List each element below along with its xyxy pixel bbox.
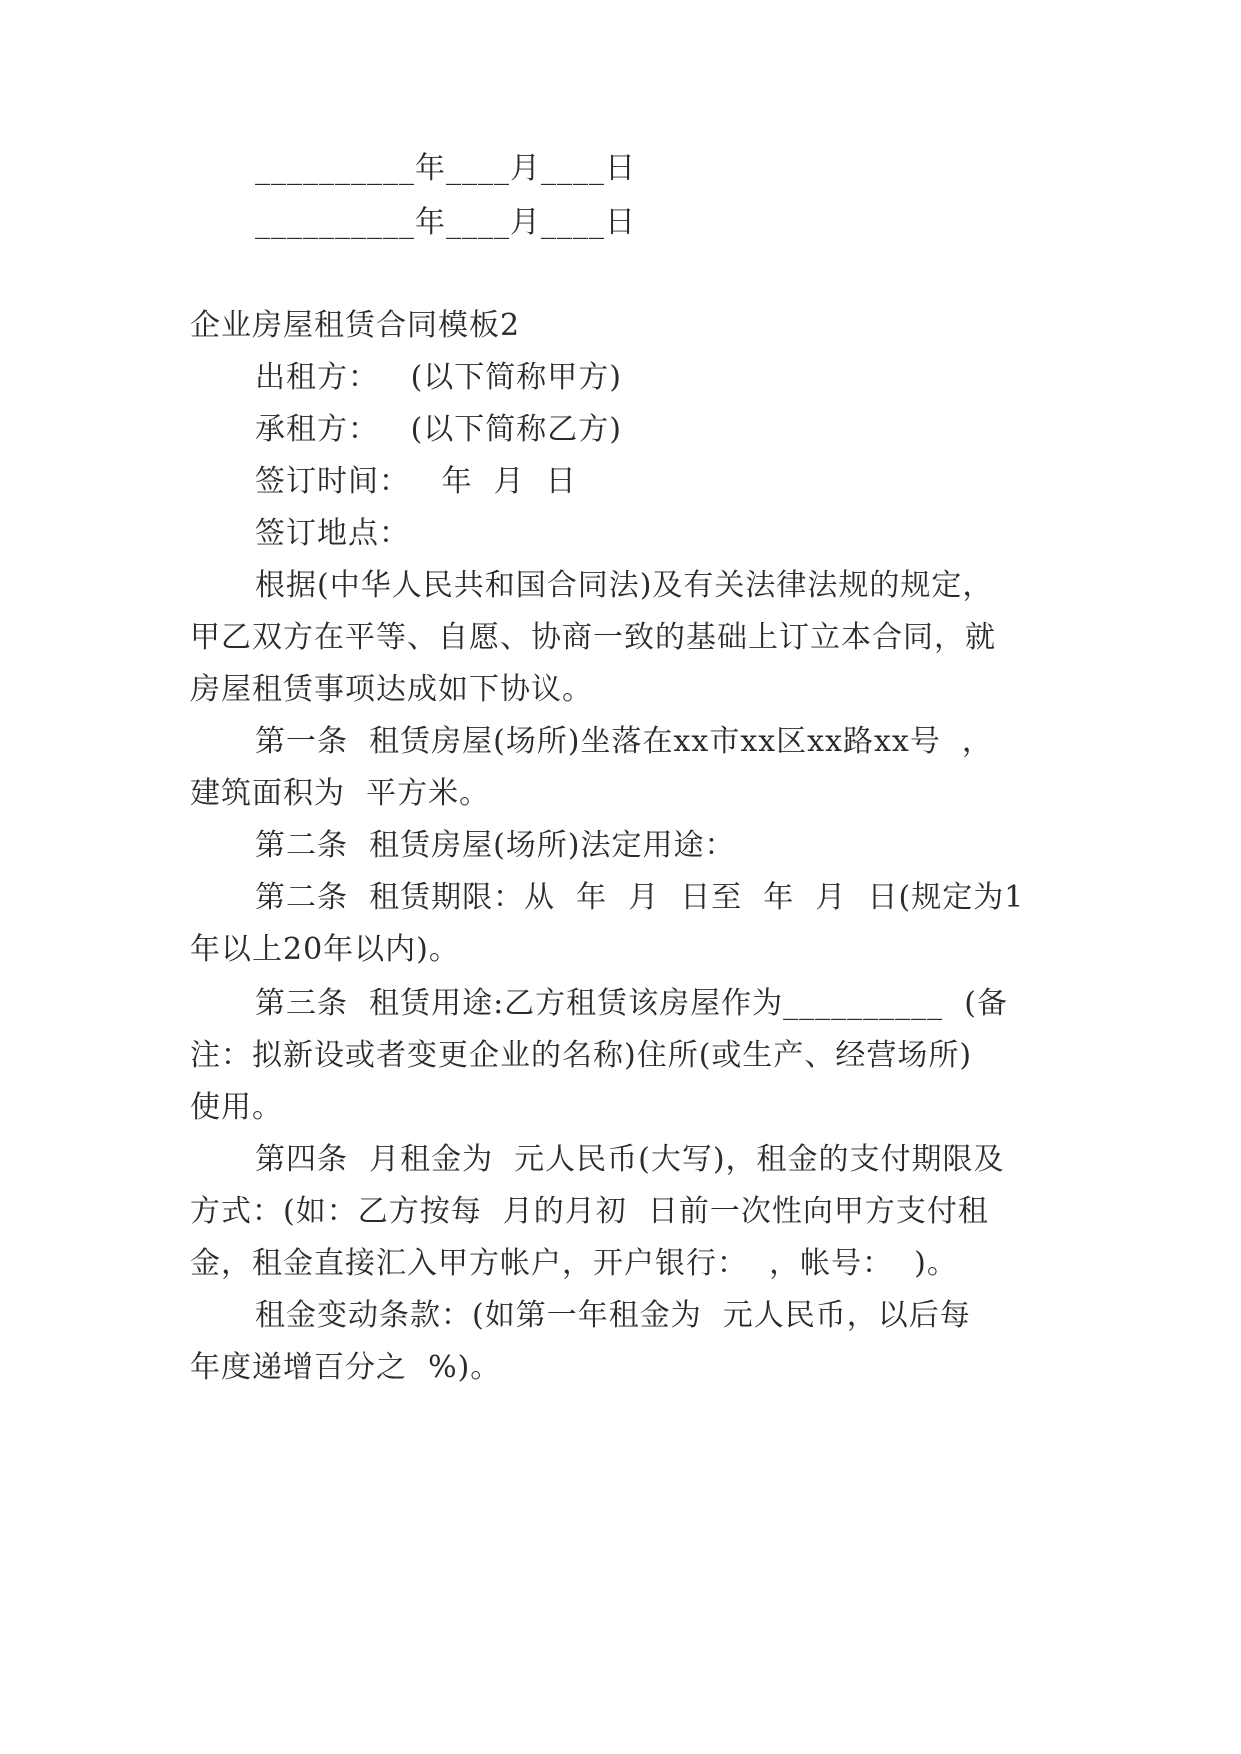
article-2b-line: 第二条 租赁期限：从 年 月 日至 年 月 日(规定为1 bbox=[255, 880, 1025, 915]
article-3-line: 第三条 租赁用途:乙方租赁该房屋作为__________ (备 bbox=[255, 986, 1008, 1021]
article-4-line: 第四条 月租金为 元人民币(大写)，租金的支付期限及 bbox=[255, 1142, 1005, 1177]
paragraph-line: 甲乙双方在平等、自愿、协商一致的基础上订立本合同，就 bbox=[190, 620, 996, 655]
article-1-line: 第一条 租赁房屋(场所)坐落在xx市xx区xx路xx号 ， bbox=[255, 724, 993, 759]
sign-place-line: 签订地点： bbox=[255, 516, 410, 551]
lessee-line: 承租方： (以下简称乙方) bbox=[255, 412, 623, 447]
rent-change-line: 租金变动条款：(如第一年租金为 元人民币，以后每 bbox=[255, 1298, 971, 1333]
paragraph-line: 根据(中华人民共和国合同法)及有关法律法规的规定， bbox=[255, 568, 994, 603]
article-3-line: 使用。 bbox=[190, 1090, 283, 1125]
signature-date-line: __________年____月____日 bbox=[255, 205, 636, 240]
rent-change-line: 年度递增百分之 %)。 bbox=[190, 1350, 502, 1385]
article-2-line: 第二条 租赁房屋(场所)法定用途： bbox=[255, 828, 736, 863]
sign-time-line: 签订时间： 年 月 日 bbox=[255, 464, 577, 499]
article-4-line: 金，租金直接汇入甲方帐户，开户银行： ，帐号： )。 bbox=[190, 1246, 958, 1281]
document-title: 企业房屋租赁合同模板2 bbox=[190, 308, 521, 343]
article-2b-line: 年以上20年以内)。 bbox=[190, 932, 460, 967]
article-4-line: 方式：(如：乙方按每 月的月初 日前一次性向甲方支付租 bbox=[190, 1194, 989, 1229]
paragraph-line: 房屋租赁事项达成如下协议。 bbox=[190, 672, 593, 707]
article-3-line: 注：拟新设或者变更企业的名称)住所(或生产、经营场所) bbox=[190, 1038, 973, 1073]
signature-date-line: __________年____月____日 bbox=[255, 151, 636, 186]
lessor-line: 出租方： (以下简称甲方) bbox=[255, 360, 623, 395]
article-1-line: 建筑面积为 平方米。 bbox=[190, 776, 491, 811]
